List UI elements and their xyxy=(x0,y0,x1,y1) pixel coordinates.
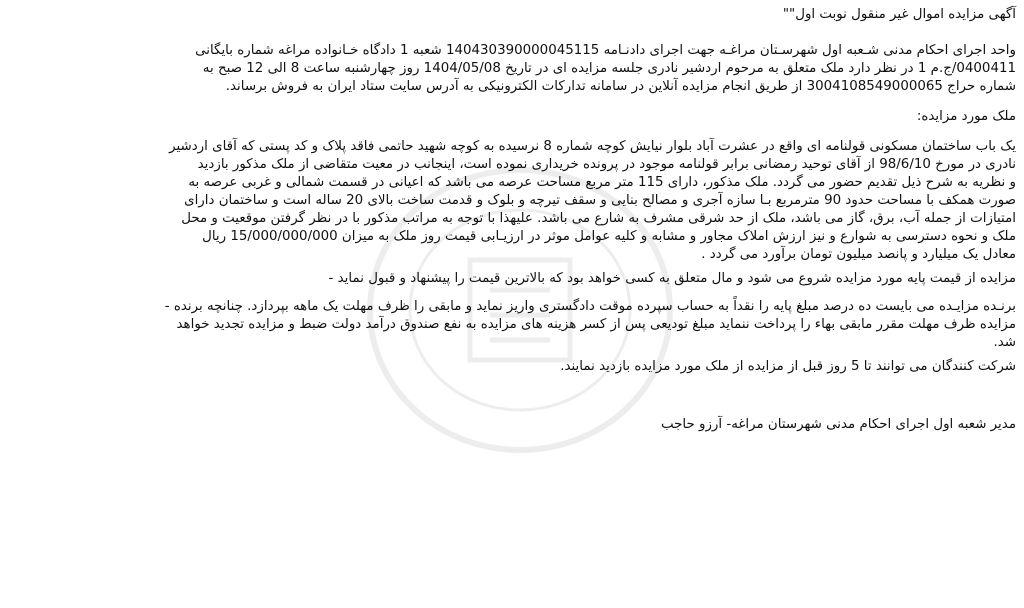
visit-line: شرکت کنندگان می توانند تا 5 روز قبل از مزایده از ملک مورد مزایده بازدید نمایند. xyxy=(560,359,1016,374)
property-description xyxy=(8,138,1016,264)
property-line: صورت همکف با مساحت حدود 90 مترمربع بـا سازه آجری و مصالح بنایی و سقف تیرچه و بلوک و قدمت ساخت بالای 20 ساله است و ساختمان دارای xyxy=(184,193,1016,208)
property-line: و نظریه به شرح ذیل تقدیم حضور می گردد. ملک مذکور، دارای 115 متر مربع مساحت عرصه می باشد که اعیانی در قسمت شمالی و غربی عرصه به xyxy=(188,175,1016,190)
intro-paragraph xyxy=(8,42,1016,96)
property-line: معادل یک میلیارد و پانصد میلیون تومان برآورد می گردد . xyxy=(701,247,1016,262)
property-line: امتیازات از جمله آب، برق، گاز می باشد، ملک از حد شرقی مشرف به شارع می باشد. علیهذا با توجه به مراتب مذکور با در نظر گرفتن موقعیت و محل xyxy=(181,211,1016,226)
intro-line: 0400411/ج.م 1 در نظر دارد ملک متعلق به مرحوم اردشیر نادری جلسه مزایده ای در تاریخ 1404/05/08 روز چهارشنبه ساعت 8 الی 12 صبح به xyxy=(202,61,1016,76)
auction-rule-line: مزایده از قیمت پایه مورد مزایده شروع می شود و مال متعلق به کسی خواهد بود که بالاترین قیمت را پیشنهاد و قبول نماید - xyxy=(328,271,1016,286)
winner-line: برنـده مزایـده می بایست ده درصد مبلغ پایه را نقداً به حساب سپرده موقت دادگستری واریز نماید و مابقی را ظرف مهلت یک ماهه بپردازد. چنانچه برنده - xyxy=(164,299,1016,314)
property-line: ملک و نحوه دسترسی به شوارع و نیز ارزش املاک مجاور و مشابه و کلیه عوامل موثر در ارزیـابی قیمت روز ملک به میزان 15/000/000/000 ریال xyxy=(202,229,1016,244)
intro-line: شماره حراج 300410854900006​5 از طریق انجام مزایده آنلاین در سامانه تدارکات الکترونیکی به آدرس سایت ستاد ایران به فروش برساند. xyxy=(225,79,1016,94)
notice-title: آگهی مزایده اموال غیر منقول نوبت اول"" xyxy=(782,7,1016,22)
property-label: ملک مورد مزایده: xyxy=(916,109,1016,124)
property-line: نادری در مورخ 98/6/10 از آقای توحید رمضانی برابر قولنامه موجود در پرونده خریداری نموده است، اینجانب در معیت متقاضی از ملک مذکور بازدید xyxy=(197,157,1016,172)
property-line: یک باب ساختمان مسکونی قولنامه ای واقع در عشرت آباد بلوار نیایش کوچه شماره 8 نرسیده به کوچه شهید حاتمی فاقد پلاک و کد پستی که آقای اردشیر xyxy=(169,139,1016,154)
signature-footer: مدیر شعبه اول اجرای احکام مدنی شهرستان مراغه- آرزو حاجب xyxy=(660,417,1016,432)
winner-line: شد. xyxy=(993,335,1016,350)
intro-line: واحد اجرای احکام مدنی شـعبه اول شهرسـتان مراغـه جهت اجرای دادنـامه 140430390000045115 شعبه 1 دادگاه خـانواده مراغه شماره بایگانی xyxy=(195,43,1016,58)
winner-line: مزایده ظرف مهلت مقرر مابقی بهاء را پرداخت ننماید مبلغ تودیعی پس از کسر هزینه های مزایده به نفع صندوق درآمد دولت ضبط و مزایده تجدید خواهد xyxy=(176,317,1016,332)
winner-paragraph xyxy=(8,298,1016,352)
